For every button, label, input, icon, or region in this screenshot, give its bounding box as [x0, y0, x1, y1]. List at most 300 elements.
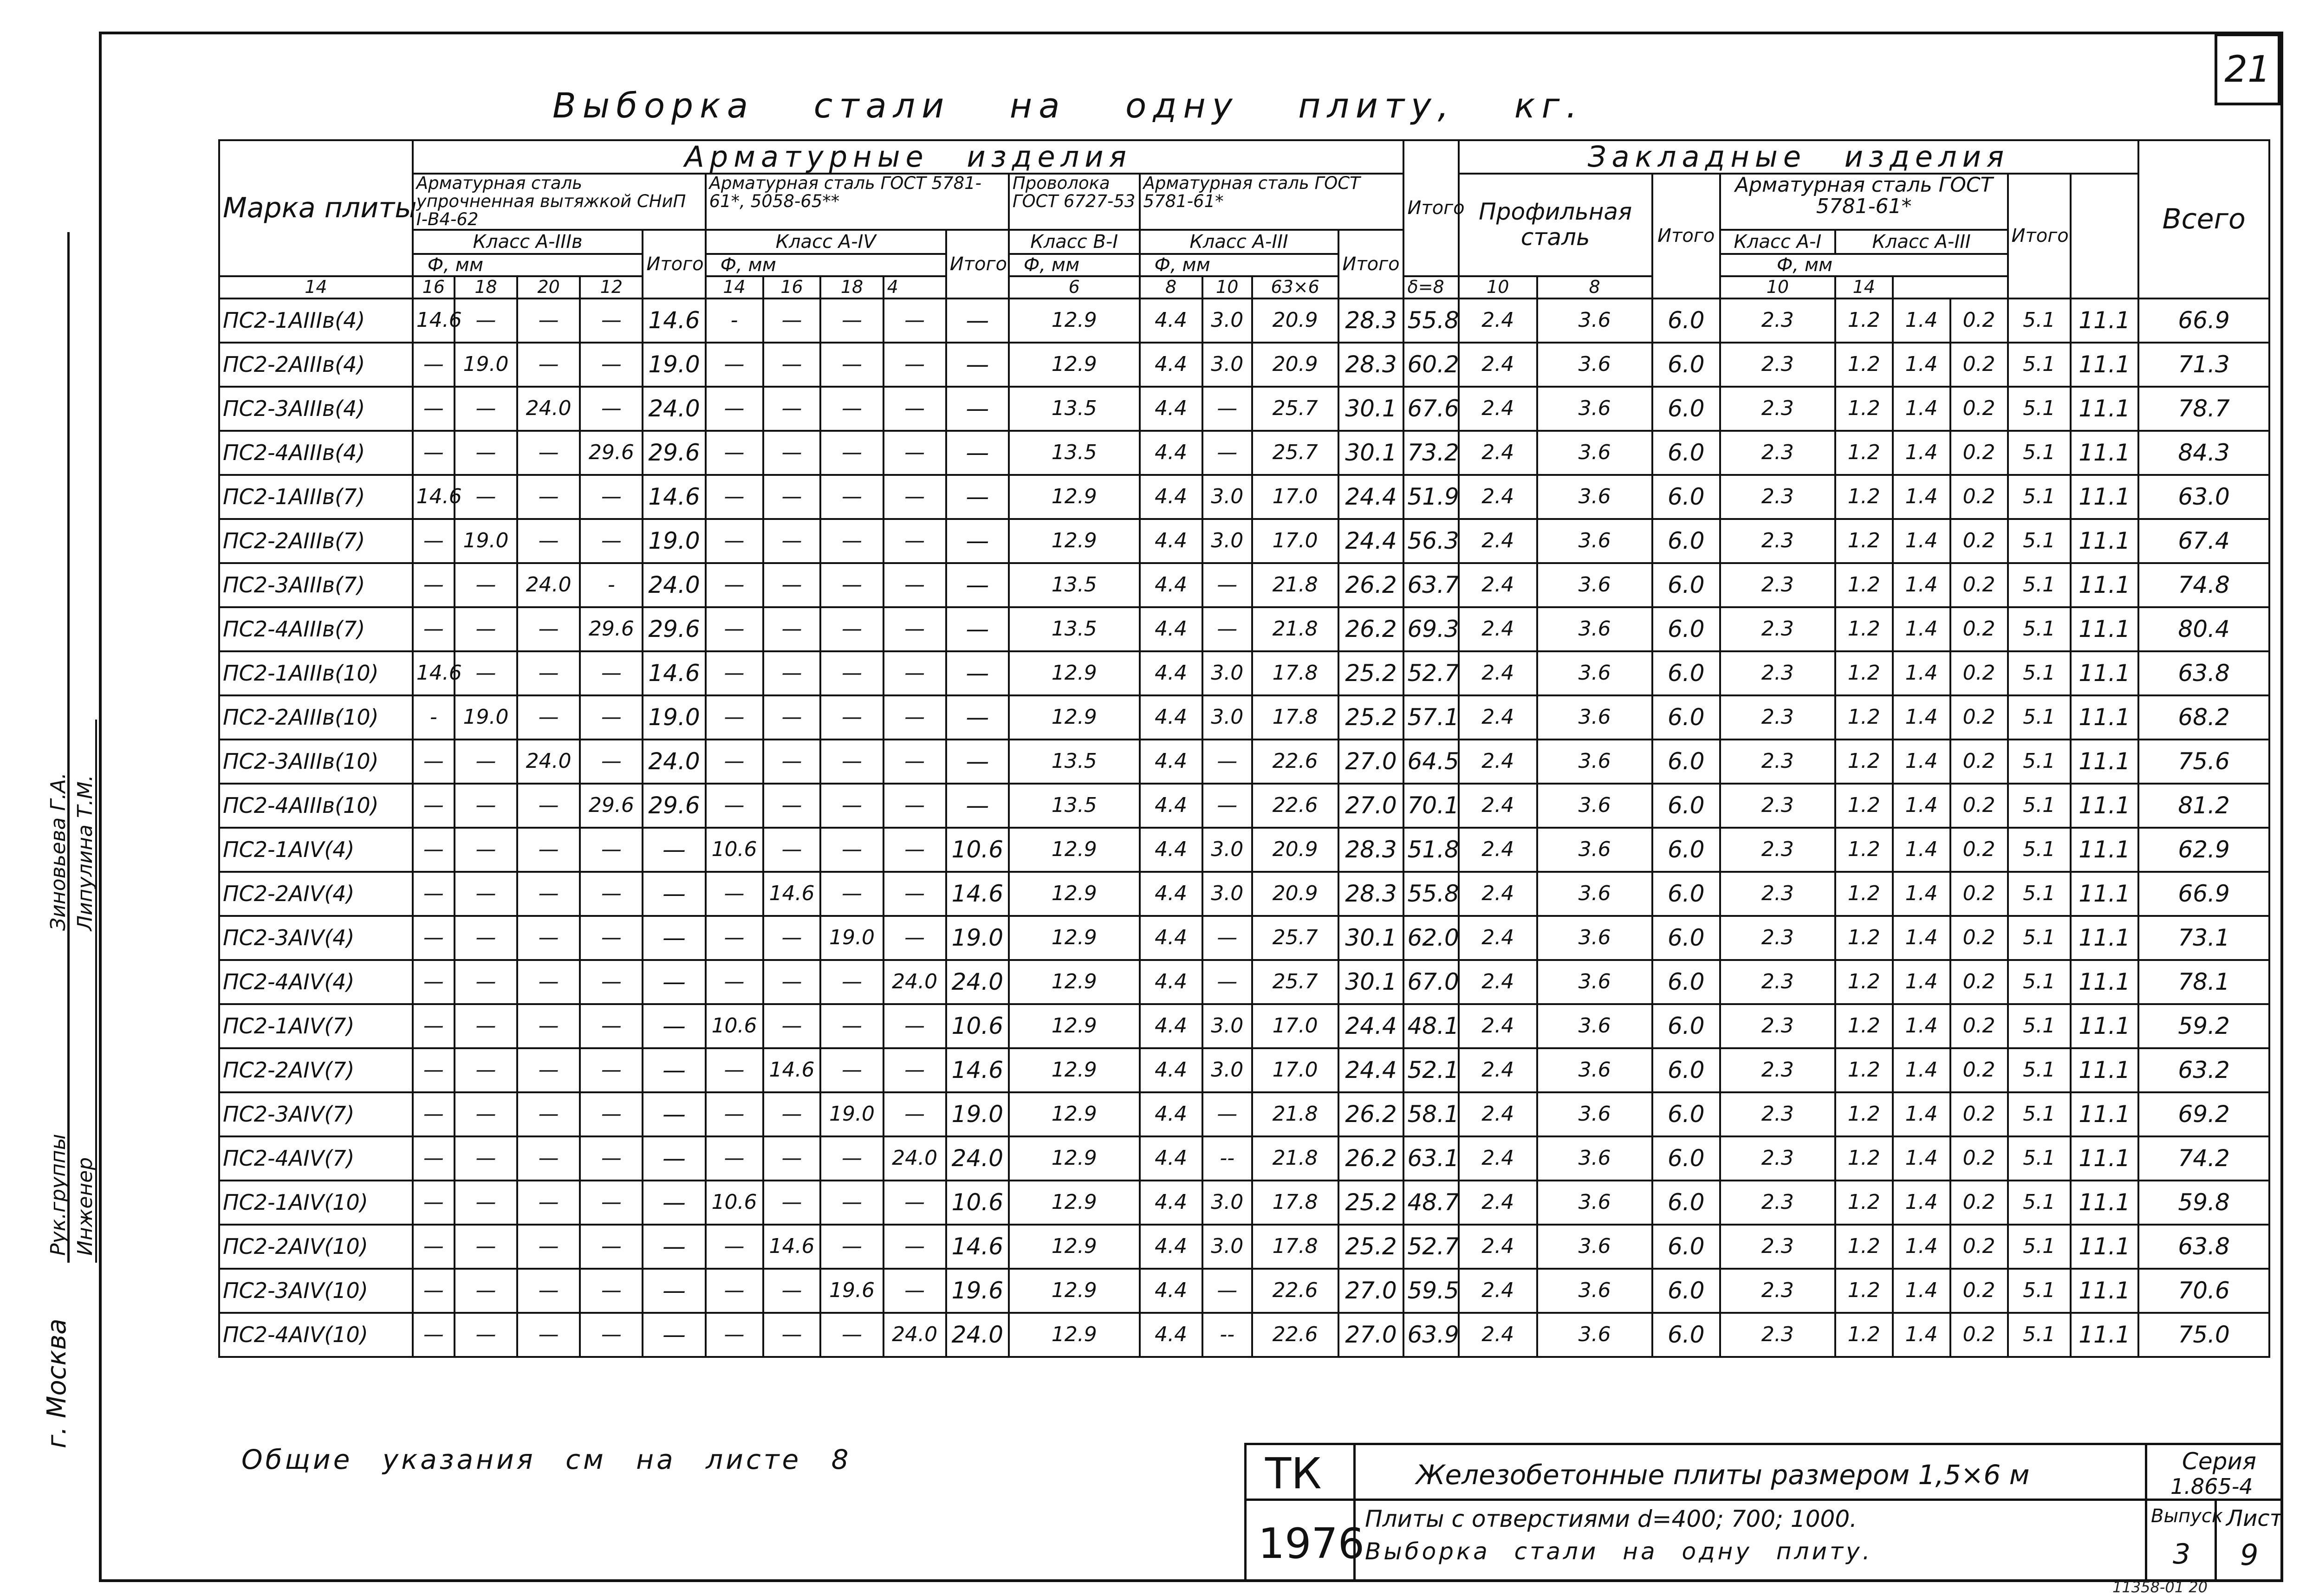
plate-mark-cell: ПС2-2АIIIв(4) [219, 343, 413, 387]
value-cell: 12.9 [1009, 828, 1140, 872]
value-cell: — [706, 960, 763, 1004]
value-cell: 11.1 [2071, 431, 2138, 475]
value-cell: 81.2 [2138, 784, 2269, 828]
value-cell: 3.6 [1537, 1181, 1652, 1225]
stamp-subtitle-cell [1353, 1499, 2147, 1582]
stamp-org: ТК [1265, 1449, 1322, 1499]
value-cell: 75.6 [2138, 740, 2269, 784]
value-cell: 1.4 [1893, 1004, 1950, 1048]
emb-phi: Ф, мм [1720, 254, 2008, 276]
value-cell: 24.0 [643, 563, 705, 607]
value-cell: 63.9 [1403, 1313, 1458, 1357]
value-cell: 60.2 [1403, 343, 1458, 387]
value-cell: — [455, 1136, 517, 1181]
sheet-number: 21 [2215, 33, 2280, 105]
value-cell: 4.4 [1140, 872, 1202, 916]
value-cell: 12.9 [1009, 343, 1140, 387]
value-cell: 2.3 [1720, 563, 1835, 607]
value-cell: — [413, 828, 455, 872]
value-cell: 25.7 [1252, 916, 1338, 960]
value-cell: 6.0 [1652, 1313, 1720, 1357]
value-cell: 13.5 [1009, 607, 1140, 651]
stamp-issue-label: Выпуск [2151, 1505, 2223, 1527]
value-cell: — [946, 607, 1009, 651]
value-cell: 3.6 [1537, 607, 1652, 651]
side-name-2: Липулина Т.М. [73, 775, 97, 931]
value-cell: 2.4 [1459, 916, 1537, 960]
value-cell: — [706, 651, 763, 695]
value-cell: 2.4 [1459, 475, 1537, 519]
value-cell: — [763, 1136, 821, 1181]
plate-mark-cell: ПС2-2АIV(7) [219, 1048, 413, 1092]
value-cell: 3.6 [1537, 916, 1652, 960]
value-cell: — [413, 1225, 455, 1269]
value-cell: — [706, 563, 763, 607]
value-cell: 0.2 [1950, 960, 2008, 1004]
stamp-title-cell [1353, 1443, 2147, 1501]
value-cell: — [580, 519, 643, 563]
value-cell: 24.0 [517, 387, 580, 431]
value-cell: 12.9 [1009, 651, 1140, 695]
col2-class: Класс А-IV [706, 230, 946, 254]
value-cell: 2.3 [1720, 1136, 1835, 1181]
emb-class2: Класс А-III [1835, 230, 2008, 254]
value-cell: 22.6 [1252, 740, 1338, 784]
value-cell: 75.0 [2138, 1313, 2269, 1357]
reinf-group-header: Арматурные изделия [413, 140, 1404, 174]
value-cell: 6.0 [1652, 651, 1720, 695]
value-cell: 25.2 [1338, 651, 1404, 695]
value-cell: 24.4 [1338, 1004, 1404, 1048]
value-cell: 20.9 [1252, 343, 1338, 387]
value-cell: 3.6 [1537, 431, 1652, 475]
value-cell: 22.6 [1252, 784, 1338, 828]
value-cell: — [455, 740, 517, 784]
value-cell: 1.4 [1893, 1048, 1950, 1092]
col1-phi: Ф, мм [413, 254, 643, 276]
plate-mark-cell: ПС2-4АIV(7) [219, 1136, 413, 1181]
value-cell: 11.1 [2071, 387, 2138, 431]
value-cell: 1.2 [1835, 343, 1893, 387]
value-cell: 66.9 [2138, 872, 2269, 916]
value-cell: 3.6 [1537, 695, 1652, 740]
value-cell: 20.9 [1252, 828, 1338, 872]
value-cell: — [883, 916, 946, 960]
value-cell: — [517, 695, 580, 740]
col1-class: Класс А-IIIв [413, 230, 643, 254]
value-cell: — [946, 784, 1009, 828]
table-row [219, 828, 2269, 872]
value-cell: 2.3 [1720, 298, 1835, 343]
side-city: г. Москва [42, 1318, 72, 1448]
size-cell: 14 [706, 276, 763, 298]
table-row [219, 1225, 2269, 1269]
value-cell: 2.3 [1720, 828, 1835, 872]
value-cell: 0.2 [1950, 1269, 2008, 1313]
value-cell: 25.2 [1338, 1225, 1404, 1269]
value-cell: 11.1 [2071, 1313, 2138, 1357]
value-cell: 6.0 [1652, 960, 1720, 1004]
plate-mark-cell: ПС2-4АIIIв(7) [219, 607, 413, 651]
value-cell: — [413, 1092, 455, 1136]
value-cell: — [1202, 960, 1252, 1004]
value-cell: — [763, 343, 821, 387]
value-cell: 2.3 [1720, 1269, 1835, 1313]
value-cell: 2.3 [1720, 519, 1835, 563]
size-cell: 10 [1202, 276, 1252, 298]
value-cell: 3.0 [1202, 1181, 1252, 1225]
value-cell: 0.2 [1950, 1048, 2008, 1092]
value-cell: — [883, 1004, 946, 1048]
value-cell: 78.7 [2138, 387, 2269, 431]
table-row [219, 1004, 2269, 1048]
title-block [1244, 1443, 2283, 1582]
value-cell: — [1202, 916, 1252, 960]
page-title: Выборка стали на одну плиту, кг. [552, 86, 1584, 126]
value-cell: 6.0 [1652, 387, 1720, 431]
value-cell: 3.6 [1537, 740, 1652, 784]
value-cell: 4.4 [1140, 475, 1202, 519]
value-cell: — [413, 1048, 455, 1092]
value-cell: — [706, 519, 763, 563]
value-cell: — [706, 916, 763, 960]
value-cell: 11.1 [2071, 1004, 2138, 1048]
value-cell: 11.1 [2071, 916, 2138, 960]
value-cell: — [706, 784, 763, 828]
plate-mark-cell: ПС2-2АIV(4) [219, 872, 413, 916]
value-cell: 0.2 [1950, 916, 2008, 960]
value-cell: 3.0 [1202, 475, 1252, 519]
value-cell: 24.4 [1338, 475, 1404, 519]
stamp-title-3: Выборка стали на одну плиту. [1365, 1538, 1873, 1565]
col4-class: Класс А-III [1140, 230, 1338, 254]
plate-mark-cell: ПС2-1АIIIв(7) [219, 475, 413, 519]
plate-mark-cell: ПС2-3АIV(4) [219, 916, 413, 960]
value-cell: — [763, 1004, 821, 1048]
value-cell: — [517, 1004, 580, 1048]
value-cell: — [883, 651, 946, 695]
value-cell: — [763, 607, 821, 651]
value-cell: 30.1 [1338, 916, 1404, 960]
plate-mark-cell: ПС2-3АIIIв(4) [219, 387, 413, 431]
value-cell: 5.1 [2008, 1225, 2071, 1269]
value-cell: 0.2 [1950, 872, 2008, 916]
value-cell: — [580, 387, 643, 431]
value-cell: — [455, 1225, 517, 1269]
value-cell: 2.3 [1720, 343, 1835, 387]
value-cell: 6.0 [1652, 1181, 1720, 1225]
value-cell: 14.6 [763, 1225, 821, 1269]
value-cell: 58.1 [1403, 1092, 1458, 1136]
value-cell: 2.4 [1459, 695, 1537, 740]
value-cell: 1.4 [1893, 740, 1950, 784]
value-cell: — [820, 784, 883, 828]
table-row [219, 1269, 2269, 1313]
value-cell: 19.0 [946, 916, 1009, 960]
value-cell: 2.4 [1459, 872, 1537, 916]
value-cell: 1.2 [1835, 1313, 1893, 1357]
value-cell: 6.0 [1652, 343, 1720, 387]
value-cell: 6.0 [1652, 607, 1720, 651]
value-cell: 1.2 [1835, 563, 1893, 607]
value-cell: 48.7 [1403, 1181, 1458, 1225]
reinf-total-header: Итого [1403, 140, 1458, 276]
value-cell: 3.6 [1537, 1225, 1652, 1269]
value-cell: 1.2 [1835, 740, 1893, 784]
size-cell: 10 [1459, 276, 1537, 298]
value-cell: — [820, 298, 883, 343]
value-cell: — [580, 1004, 643, 1048]
value-cell: 2.4 [1459, 1181, 1537, 1225]
col3-phi: Ф, мм [1009, 254, 1140, 276]
value-cell: 17.8 [1252, 695, 1338, 740]
value-cell: 6.0 [1652, 1269, 1720, 1313]
value-cell: — [946, 431, 1009, 475]
value-cell: 5.1 [2008, 740, 2071, 784]
value-cell: 1.4 [1893, 563, 1950, 607]
value-cell: — [517, 872, 580, 916]
value-cell: 2.4 [1459, 1269, 1537, 1313]
value-cell: — [643, 960, 705, 1004]
stamp-series-cell [2145, 1443, 2283, 1501]
col1-name: Арматурная сталь упрочненная вытяжкой СНиП I-B4-62 [413, 174, 706, 230]
plate-mark-cell: ПС2-1АIV(7) [219, 1004, 413, 1048]
value-cell: — [455, 960, 517, 1004]
value-cell: — [643, 1048, 705, 1092]
value-cell: 1.2 [1835, 916, 1893, 960]
value-cell: 4.4 [1140, 740, 1202, 784]
value-cell: 63.1 [1403, 1136, 1458, 1181]
value-cell: — [517, 828, 580, 872]
value-cell: 2.4 [1459, 519, 1537, 563]
value-cell: — [946, 695, 1009, 740]
value-cell: — [517, 1181, 580, 1225]
value-cell: — [883, 1181, 946, 1225]
value-cell: — [517, 916, 580, 960]
col4-total-header: Итого [1338, 230, 1404, 298]
value-cell: 4.4 [1140, 1313, 1202, 1357]
value-cell: 2.4 [1459, 563, 1537, 607]
value-cell: — [580, 475, 643, 519]
value-cell: — [643, 872, 705, 916]
value-cell: — [580, 343, 643, 387]
value-cell: — [883, 740, 946, 784]
stamp-title-1: Железобетонные плиты размером 1,5×6 м [1416, 1459, 2030, 1491]
value-cell: 70.1 [1403, 784, 1458, 828]
value-cell: 63.8 [2138, 651, 2269, 695]
value-cell: 19.6 [820, 1269, 883, 1313]
value-cell: 25.2 [1338, 1181, 1404, 1225]
value-cell: — [455, 1181, 517, 1225]
value-cell: — [517, 1225, 580, 1269]
value-cell: 1.2 [1835, 1269, 1893, 1313]
value-cell: 2.3 [1720, 607, 1835, 651]
value-cell: 0.2 [1950, 695, 2008, 740]
value-cell: — [883, 1225, 946, 1269]
value-cell: — [706, 695, 763, 740]
stamp-title-2: Плиты с отверстиями d=400; 700; 1000. [1365, 1505, 1858, 1532]
value-cell: — [580, 298, 643, 343]
value-cell: 17.0 [1252, 475, 1338, 519]
value-cell: 3.0 [1202, 298, 1252, 343]
value-cell: 3.0 [1202, 695, 1252, 740]
value-cell: — [883, 1092, 946, 1136]
table-row [219, 475, 2269, 519]
value-cell: 11.1 [2071, 872, 2138, 916]
value-cell: 19.0 [455, 519, 517, 563]
value-cell: — [517, 784, 580, 828]
value-cell: 12.9 [1009, 1004, 1140, 1048]
value-cell: — [580, 651, 643, 695]
value-cell: — [643, 1092, 705, 1136]
value-cell: 1.2 [1835, 1225, 1893, 1269]
value-cell: 0.2 [1950, 431, 2008, 475]
value-cell: 28.3 [1338, 343, 1404, 387]
value-cell: 3.6 [1537, 1092, 1652, 1136]
value-cell: 71.3 [2138, 343, 2269, 387]
value-cell: 27.0 [1338, 1269, 1404, 1313]
value-cell: — [1202, 431, 1252, 475]
value-cell: 5.1 [2008, 475, 2071, 519]
value-cell: 3.6 [1537, 651, 1652, 695]
value-cell: 27.0 [1338, 1313, 1404, 1357]
value-cell: 10.6 [706, 828, 763, 872]
value-cell: 3.6 [1537, 298, 1652, 343]
value-cell: 29.6 [580, 607, 643, 651]
value-cell: — [706, 1092, 763, 1136]
value-cell: 11.1 [2071, 740, 2138, 784]
size-cell: 18 [820, 276, 883, 298]
value-cell: 2.4 [1459, 1225, 1537, 1269]
table-row [219, 916, 2269, 960]
value-cell: — [643, 1313, 705, 1357]
value-cell: 24.0 [946, 1136, 1009, 1181]
value-cell: 24.0 [946, 960, 1009, 1004]
value-cell: 30.1 [1338, 387, 1404, 431]
table-row [219, 519, 2269, 563]
value-cell: 4.4 [1140, 431, 1202, 475]
value-cell: 3.0 [1202, 872, 1252, 916]
value-cell: 68.2 [2138, 695, 2269, 740]
value-cell: 4.4 [1140, 784, 1202, 828]
value-cell: — [763, 1313, 821, 1357]
value-cell: 11.1 [2071, 1225, 2138, 1269]
value-cell: 5.1 [2008, 916, 2071, 960]
size-cell: 10 [1720, 276, 1835, 298]
plate-mark-cell: ПС2-3АIV(7) [219, 1092, 413, 1136]
size-cell: 14 [1835, 276, 1893, 298]
value-cell: 19.0 [643, 519, 705, 563]
value-cell: — [517, 431, 580, 475]
value-cell: 3.6 [1537, 1269, 1652, 1313]
value-cell: 5.1 [2008, 1181, 2071, 1225]
value-cell: 2.3 [1720, 1313, 1835, 1357]
value-cell: 2.4 [1459, 960, 1537, 1004]
value-cell: 59.2 [2138, 1004, 2269, 1048]
value-cell: — [455, 1048, 517, 1092]
value-cell: 14.6 [413, 298, 455, 343]
value-cell: 17.0 [1252, 519, 1338, 563]
value-cell: — [1202, 740, 1252, 784]
value-cell: 2.3 [1720, 916, 1835, 960]
value-cell: 0.2 [1950, 1004, 2008, 1048]
value-cell: 12.9 [1009, 1269, 1140, 1313]
value-cell: 11.1 [2071, 960, 2138, 1004]
prof-name: Профильная сталь [1459, 174, 1652, 276]
value-cell: 2.3 [1720, 872, 1835, 916]
value-cell: — [820, 343, 883, 387]
mark-header: Марка плиты [219, 140, 413, 276]
table-row [219, 872, 2269, 916]
value-cell: 1.2 [1835, 1181, 1893, 1225]
value-cell: 3.0 [1202, 1048, 1252, 1092]
value-cell: 20.9 [1252, 872, 1338, 916]
value-cell: — [455, 1004, 517, 1048]
value-cell: — [413, 1004, 455, 1048]
size-cell: 4 [883, 276, 946, 298]
value-cell: 12.9 [1009, 1048, 1140, 1092]
value-cell: 2.4 [1459, 1313, 1537, 1357]
value-cell: 21.8 [1252, 563, 1338, 607]
value-cell: — [643, 1269, 705, 1313]
value-cell: — [820, 431, 883, 475]
value-cell: — [643, 916, 705, 960]
value-cell: — [820, 475, 883, 519]
value-cell: — [820, 1313, 883, 1357]
col3-class: Класс В-I [1009, 230, 1140, 254]
value-cell: 25.7 [1252, 960, 1338, 1004]
value-cell: 1.4 [1893, 784, 1950, 828]
value-cell: 12.9 [1009, 960, 1140, 1004]
value-cell: 3.0 [1202, 519, 1252, 563]
value-cell: — [706, 1313, 763, 1357]
value-cell: 11.1 [2071, 1181, 2138, 1225]
value-cell: 12.9 [1009, 1181, 1140, 1225]
value-cell: 66.9 [2138, 298, 2269, 343]
value-cell: 20.9 [1252, 298, 1338, 343]
value-cell: 5.1 [2008, 1313, 2071, 1357]
value-cell: 51.8 [1403, 828, 1458, 872]
value-cell: 2.4 [1459, 828, 1537, 872]
value-cell: 12.9 [1009, 916, 1140, 960]
value-cell: 2.3 [1720, 1181, 1835, 1225]
value-cell: — [517, 1136, 580, 1181]
side-role-2: Инженер [73, 1157, 97, 1256]
value-cell: — [946, 563, 1009, 607]
value-cell: — [1202, 607, 1252, 651]
side-role-1: Рук.группы [46, 1134, 70, 1256]
value-cell: 24.0 [517, 740, 580, 784]
value-cell: — [455, 1092, 517, 1136]
value-cell: 17.0 [1252, 1048, 1338, 1092]
value-cell: — [706, 872, 763, 916]
value-cell: 2.4 [1459, 740, 1537, 784]
value-cell: 73.1 [2138, 916, 2269, 960]
value-cell: 4.4 [1140, 1136, 1202, 1181]
value-cell: 11.1 [2071, 695, 2138, 740]
value-cell: — [517, 651, 580, 695]
value-cell: 12.9 [1009, 475, 1140, 519]
value-cell: — [643, 1136, 705, 1181]
value-cell: — [580, 1313, 643, 1357]
value-cell: 6.0 [1652, 1004, 1720, 1048]
value-cell: 1.4 [1893, 519, 1950, 563]
value-cell: 25.7 [1252, 431, 1338, 475]
value-cell: 0.2 [1950, 519, 2008, 563]
value-cell: 24.0 [883, 1313, 946, 1357]
value-cell: — [820, 1004, 883, 1048]
value-cell: 12.9 [1009, 1313, 1140, 1357]
